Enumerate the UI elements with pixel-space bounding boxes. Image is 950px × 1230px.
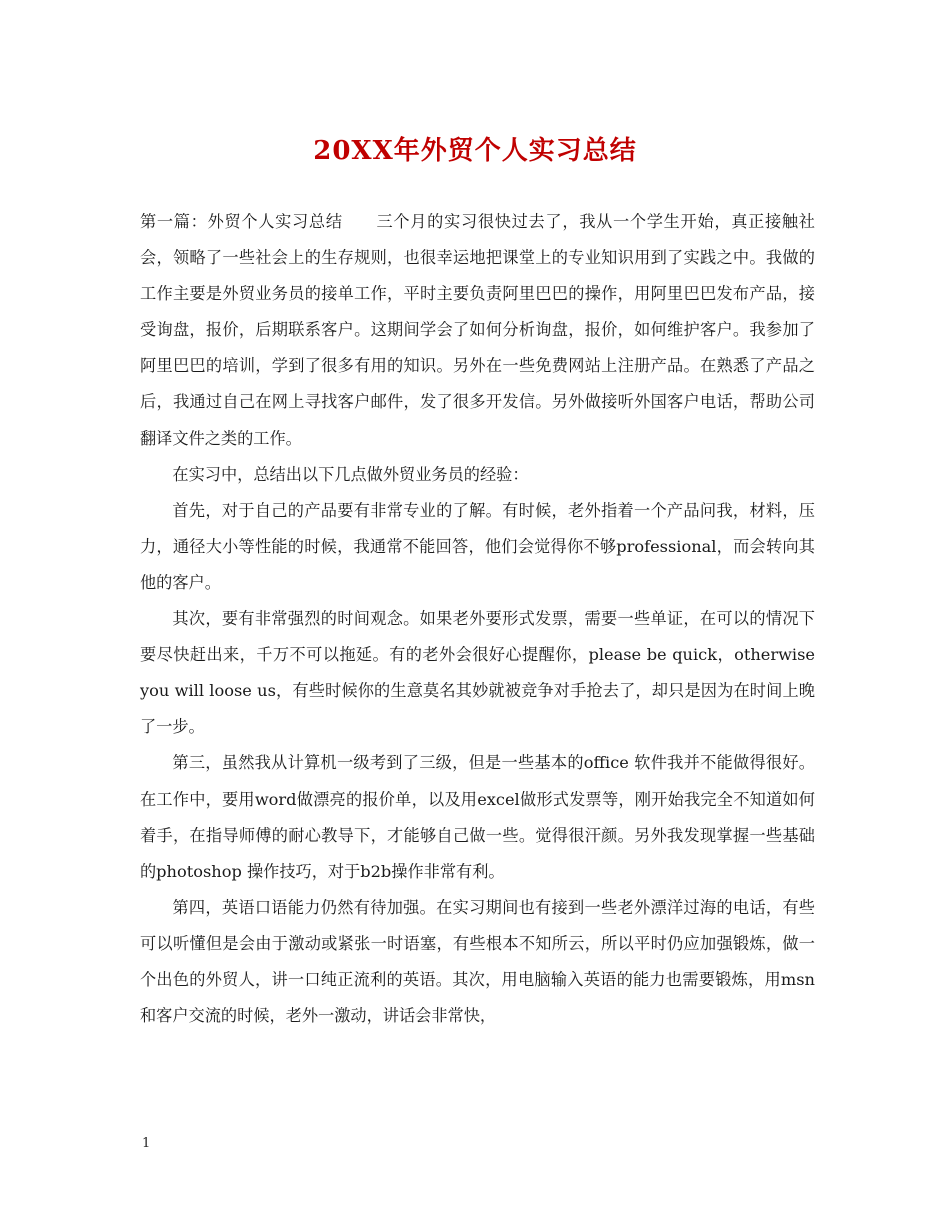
paragraph-first-point: 首先，对于自己的产品要有非常专业的了解。有时候，老外指着一个产品问我，材料，压力，通径大小等性能的时候，我通常不能回答，他们会觉得你不够professional，而会转向其他的客户。	[140, 500, 815, 592]
paragraph-fourth-point: 第四，英语口语能力仍然有待加强。在实习期间也有接到一些老外漂洋过海的电话，有些可以听懂但是会由于激动或紧张一时语塞，有些根本不知所云，所以平时仍应加强锻炼，做一个出色的外贸人，讲一口纯正流利的英语。其次，用电脑输入英语的能力也需要锻炼，用msn和客户交流的时候，老外一激动，讲话会非常快，	[140, 897, 815, 1026]
page-number: 1	[142, 1136, 151, 1151]
document-title: 20XX年外贸个人实习总结	[313, 136, 637, 166]
paragraph-third-point: 第三，虽然我从计算机一级考到了三级，但是一些基本的office 软件我并不能做得很好。在工作中，要用word做漂亮的报价单，以及用excel做形式发票等，刚开始我完全不知道如何着手，在指导师傅的耐心教导下，才能够自己做一些。觉得很汗颜。另外我发现掌握一些基础的photoshop 操作技巧，对于b2b操作非常有利。	[140, 753, 815, 881]
paragraph-second-point: 其次，要有非常强烈的时间观念。如果老外要形式发票，需要一些单证，在可以的情况下要尽快赶出来，千万不可以拖延。有的老外会很好心提醒你，please be quick，otherwise you will loose us，有些时候你的生意莫名其妙就被竞争对手抢去了，却只是因为在时间上晚了一步。	[140, 609, 815, 737]
document-body	[140, 204, 815, 1034]
paragraph-summary-lead: 在实习中，总结出以下几点做外贸业务员的经验：	[172, 464, 529, 484]
paragraph-intro: 第一篇：外贸个人实习总结 三个月的实习很快过去了，我从一个学生开始，真正接触社会，领略了一些社会上的生存规则，也很幸运地把课堂上的专业知识用到了实践之中。我做的工作主要是外贸业务员的接单工作，平时主要负责阿里巴巴的操作，用阿里巴巴发布产品，接受询盘，报价，后期联系客户。这期间学会了如何分析询盘，报价，如何维护客户。我参加了阿里巴巴的培训，学到了很多有用的知识。另外在一些免费网站上注册产品。在熟悉了产品之后，我通过自己在网上寻找客户邮件，发了很多开发信。另外做接听外国客户电话，帮助公司翻译文件之类的工作。	[140, 212, 815, 448]
